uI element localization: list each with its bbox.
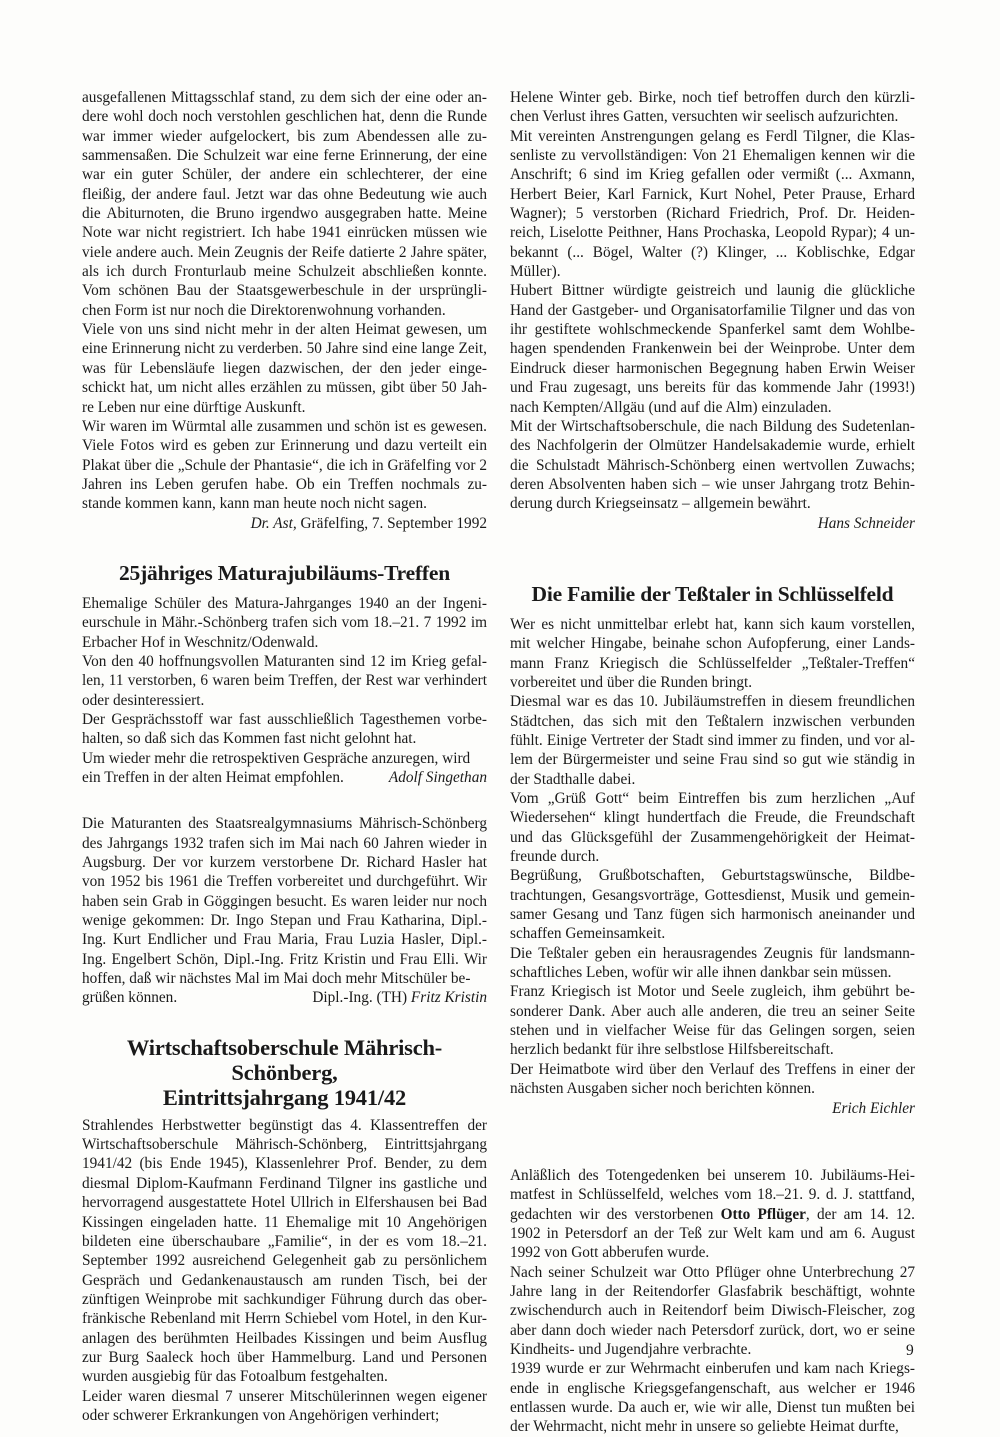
body-text: Diesmal war es das 10. Jubiläumstreffen in diesem freundlichen Städtchen, das sich mit den Teßtalern inzwischen verbunden fühlt. Einige Vertreter der Stadt sind immer zu finden, und vor al- lem der Bürgermeister und seine Frau sind so gut wie ständig in der Stadthalle dabei. xyxy=(510,693,915,788)
body-text: Der Heimatbote wird über den Verlauf des Treffens in einer der nächsten Ausgaben sicher noch berichten können. xyxy=(510,1060,915,1098)
continued-article-left xyxy=(82,88,487,533)
signature: ein Treffen in der alten Heimat empfohlen. Adolf Singethan xyxy=(82,769,487,786)
article-tesstaler xyxy=(510,581,915,1118)
body-text: Wer es nicht unmittelbar erlebt hat, kann sich kaum vorstellen, mit welcher Hingabe, beinahe schon Aufopferung, einer Lands- mann Franz Kriegisch die Schlüsselfelder „Teßtaler-Treffen“ vorbereitet und über die Runden bringt. xyxy=(510,615,915,691)
body-text: 1939 wurde er zur Wehrmacht einberufen und kam nach Kriegs- ende in englische Kriegsgefangenschaft, aus welcher er 1946 entlassen wurde. Da auch er, wie wir alle, Dienst tun mußten bei der Wehrmacht, nicht mehr in unsere so geliebte Heimat durfte, xyxy=(510,1360,915,1436)
article-wirtschaftsoberschule xyxy=(82,1035,487,1426)
body-text: Mit der Wirtschaftsoberschule, die nach Bildung des Sudetenlan- des Nachfolgerin der Olmützer Handelsakademie wurde, erhielt die Schulstadt Mährisch-Schönberg einen wertvollen Zuwachs; deren Absolventen haben sich – wie unser Jahrgang trotz Behin- derung durch Kriegseinsatz – allgemein bewährt. xyxy=(510,417,915,513)
signature: Erich Eichler xyxy=(832,1099,915,1117)
body-text: Die Maturanten des Staatsrealgymnasiums Mährisch-Schönberg des Jahrgangs 1932 trafen sich im Mai nach 60 Jahren wieder in Augsburg. Der vor kurzem verstorbene Dr. Richard Hasler hat von 1952 bis 1961 die Treffen vorbereitet und durchgeführt. Wir haben sein Grab in Göggingen besucht. Es waren leider nur noch wenige gekommen: Dr. Ingo Stepan und Frau Katharina, Dipl.- Ing. Kurt Endlicher und Frau Maria, Frau Luzia Hasler, Dipl.- Ing. Engelbert Schön, Dipl.-Ing. Fritz Kristin und Frau Elli. Wir hoffen, daß wir nächstes Mal im Mai doch mehr Mitschüler be- xyxy=(82,815,487,988)
article-otto-pflueger xyxy=(510,1166,915,1437)
article-title: Wirtschaftsoberschule Mährisch-Schönberg, Eintrittsjahrgang 1941/42 xyxy=(126,1034,443,1110)
signature: Hans Schneider xyxy=(817,514,915,532)
body-text: Mit vereinten Anstrengungen gelang es Ferdl Tilgner, die Klas- senliste zu vervollständigen: Von 21 Ehemaligen kennen wir die Anschrift; 6 sind im Krieg gefallen oder vermißt (... Axmann, Herbert Beier, Karl Farnick, Kurt Nohel, Peter Prause, Erhard Wagner); 5 verstorben (Richard Friedrich, Prof. Dr. Heiden- reich, Liselotte Peithner, Hans Prochaska, Leopold Rypar); 4 un- bekannt (... Bögel, Walter (?) Klinger, ... Koblischke, Edgar Müller). xyxy=(510,127,915,281)
body-text: Begrüßung, Grußbotschaften, Geburtstagswünsche, Bildbe- trachtungen, Gesangsvorträge, Gottesdienst, Musik und gemein- samer Gesang und Tanz fügen sich harmonisch aneinander und schaffen Gemeinsamkeit. xyxy=(510,867,915,943)
body-text: Hubert Bittner würdigte geistreich und launig die glückliche Hand der Gastgeber- und Organisatorfamilie Tilgner und das von ihr gestiftete wohlschmeckende Spanferkel samt dem Wohlbe- hagen spendenden Frankenwein bei der Weinprobe. Unter dem Eindruck dieser harmonischen Begegnung haben Erwin Weiser und Frau zugesagt, uns bereits für das kommende Jahr (1993!) nach Kempten/Allgäu (und auf die Alm) einzuladen. xyxy=(510,282,915,416)
body-text: Ehemalige Schüler des Matura-Jahrganges 1940 an der Ingeni- eurschule in Mähr.-Schönberg trafen sich vom 18.–21. 7 1992 im Erbacher Hof in Weschnitz/Odenwald. xyxy=(82,594,487,651)
body-text: Um wieder mehr die retrospektiven Gespräche anzuregen, wird xyxy=(82,749,471,767)
body-text: Leider waren diesmal 7 unserer Mitschülerinnen wegen eigener oder schwerer Erkrankungen von Angehörigen verhindert; xyxy=(82,1387,487,1424)
body-text: Wir waren im Würmtal alle zusammen und schön ist es gewesen. Viele Fotos wird es geben zur Erinnerung und dazu verteilt ein Plakat über die „Schule der Phantasie“, die ich in Gräfelfing vor 2 Jahren ins Leben gerufen habe. Ob ein Treffen nochmals zu- stande kommen kann, kann man heute noch nicht sagen. xyxy=(82,417,487,513)
body-text: Die Teßtaler geben ein herausragendes Zeugnis für landsmann- schaftliches Leben, wofür wir alle ihnen dankbar sein müssen. xyxy=(510,944,915,982)
continued-article-right xyxy=(510,88,915,533)
body-text: Anläßlich des Totengedenken bei unserem 10. Jubiläums-Hei- matfest in Schlüsselfeld, welches vom 18.–21. 9. d. J. stattfand, gedachten wir des verstorbenen Otto Pflüger, der am 14. 12. 1902 in Petersdorf an der Teß zur Welt kam und am 6. August 1992 von Gott abberufen wurde. xyxy=(510,1166,915,1262)
body-text: Helene Winter geb. Birke, noch tief betroffen durch den kürzli- chen Verlust ihres Gatten, versuchten wir seelisch aufzurichten. xyxy=(510,89,915,126)
article-maturajubilaeum xyxy=(82,560,487,1008)
body-text: Viele von uns sind nicht mehr in der alten Heimat gewesen, um eine Erinnerung nicht zu verderben. 50 Jahre sind eine lange Zeit, was für Lebensläufe liegen dazwischen, der den jeder einge- schickt hat, um nicht alles erzählen zu müssen, gibt über 50 Jah- re Leben nur eine dürftige Auskunft. xyxy=(82,321,487,416)
signature: Dr. Ast, Gräfelfing, 7. September 1992 xyxy=(250,514,487,532)
right-column xyxy=(510,88,915,1437)
article-title: 25jähriges Maturajubiläums-Treffen xyxy=(119,560,450,585)
body-text: Von den 40 hoffnungsvollen Maturanten sind 12 im Krieg gefal- len, 11 verstorben, 6 waren beim Treffen, der Rest war verhindert oder desinteressiert. xyxy=(82,652,487,709)
article-title: Die Familie der Teßtaler in Schlüsselfeld xyxy=(531,581,894,606)
body-text: Der Gesprächsstoff war fast ausschließlich Tagesthemen vorbe- halten, so daß sich das Kommen fast nicht gelohnt hat. xyxy=(82,710,487,748)
signature: grüßen können. Dipl.-Ing. (TH) Fritz Kristin xyxy=(82,989,487,1007)
body-text: ausgefallenen Mittagsschlaf stand, zu dem sich der eine oder an- dere wohl doch noch verstohlen geschlichen hat, denn die Runde war immer wieder aufgelockert, bis zum Abendessen alle zu- sammensaßen. Die Schulzeit war eine ferne Erinnerung, der eine war ein guter Schüler, der andere ein schlechterer, der eine fleißig, der andere faul. Jetzt war das ohne Bedeutung wie auch die Abiturnoten, die Bruno irgendwo ausgegraben hatte. Meine Note war nicht registriert. Ich habe 1941 einrücken müssen wie viele andere auch. Mein Zeugnis der Reife datierte 2 Jahre später, als ich durch Fronturlaub meine Schulzeit abschließen konnte. Vom schönen Bau der Staatsgewerbeschule in der ursprüngli- chen Form ist nur noch die Direktorenwohnung vorhanden. xyxy=(82,89,487,319)
body-text: Strahlendes Herbstwetter begünstigt das 4. Klassentreffen der Wirtschaftsoberschule Mährisch-Schönberg, Eintrittsjahrgang 1941/42 (bis Ende 1945), Klassenlehrer Prof. Bender, zu dem diesmal Diplom-Kaufmann Ferdinand Tilgner ins gastliche und hervorragend ausgestattete Hotel Ullrich in Elfershausen bei Bad Kissingen eingeladen hatte. 11 Ehemalige mit 10 Angehörigen bildeten eine überschaubare „Familie“, in der es vom 18.–21. September 1992 ausreichend Gelegenheit gab zu persönlichem Gespräch und Gedankenaustausch am runden Tisch, bei der zünftigen Weinprobe mit sachkundiger Führung durch das ober- fränkische Rebenland mit Herrn Schiebel vom Hotel, in den Kur- anlagen des berühmten Heilbades Kissingen und beim Ausflug zur Burg Saaleck hoch über Hammelburg. Land und Personen wurden ausgiebig für das Fotoalbum festgehalten. xyxy=(82,1116,487,1386)
page-number: 9 xyxy=(906,1342,914,1359)
body-text: Nach seiner Schulzeit war Otto Pflüger ohne Unterbrechung 27 Jahre lang in der Reitendorfer Glasfabrik beschäftigt, wohnte zwischendurch auch in Reitendorf beim Diwisch-Fleischer, zog aber dann doch wieder nach Petersdorf zurück, dort, wo er seine Kindheits- und Jugendjahre verbrachte. xyxy=(510,1263,915,1358)
body-text: Franz Kriegisch ist Motor und Seele zugleich, ihm gebührt be- sonderer Dank. Aber auch alle anderen, die treu an seiner Seite stehen und in vielfacher Weise für das Gelingen sorgen, seien herzlich bedankt für ihre selbstlose Hilfsbereitschaft. xyxy=(510,983,915,1059)
body-text: Vom „Grüß Gott“ beim Eintreffen bis zum herzlichen „Auf Wiedersehen“ klingt hundertfach die Freude, die Freundschaft und das Glücksgefühl der Zusammengehörigkeit der Heimat- freunde durch. xyxy=(510,790,915,866)
person-name: Otto Pflüger xyxy=(720,1205,806,1223)
left-column xyxy=(82,88,487,1425)
